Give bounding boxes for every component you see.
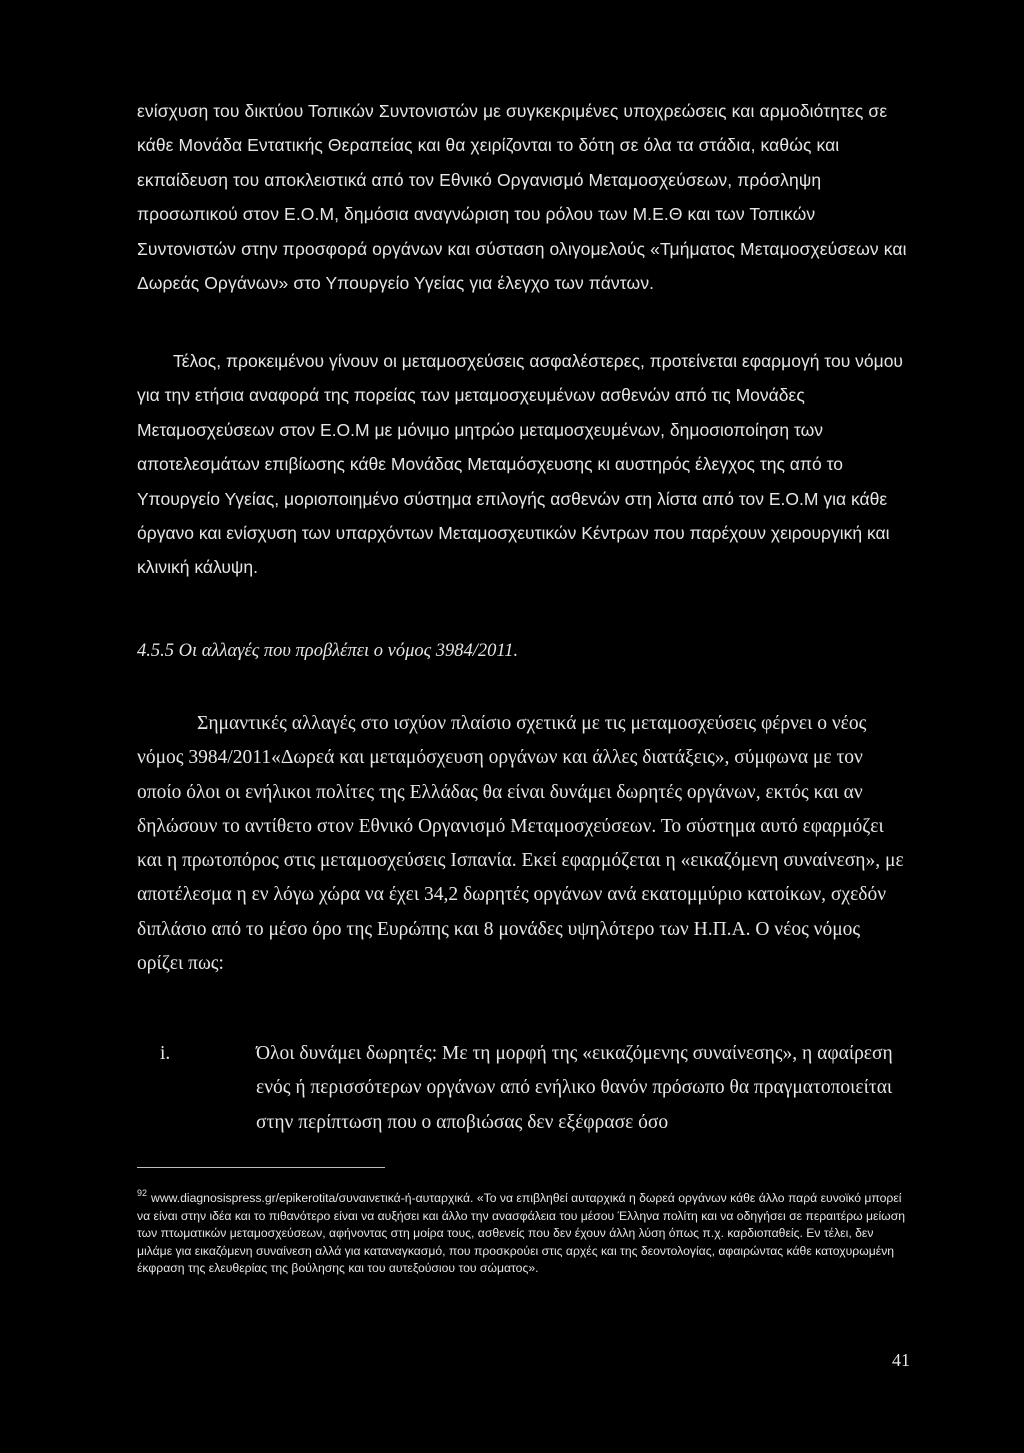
footnote-text: www.diagnosispress.gr/epikerotita/συναινετικά-ή-αυταρχικά. «Το να επιβληθεί αυταρχικά η δωρεά οργάνων κάθε άλλο παρά ευνοϊκό μπορεί να είναι στην ιδέα και το πιθανότερο είναι να αυξήσει και άλλο την ανασφάλεια του μέσου Έλληνα πολίτη και να οδηγήσει σε περαιτέρω μείωση των πτωματικών μεταμοσχεύσεων, αφήνοντας στη μοίρα τους, ασθενείς που δεν έχουν άλλη λύση όπως π.χ. καρδιοπαθείς. Εν τέλει, δεν μιλάμε για εικαζόμενη συναίνεση αλλά για καταναγκασμό, που προσκρούει στις αρχές και της δεοντολογίας, αφαιρώντας κάθε κατοχυρωμένη έκφραση της ελευθερίας της βούλησης και του αυτεξούσιου του σώματος». (137, 1191, 906, 1275)
footnote-marker: 92 (137, 1188, 148, 1198)
footnote-separator (137, 1167, 385, 1168)
list-item-text: Όλοι δυνάμει δωρητές: Με τη μορφή της «εικαζόμενης συναίνεσης», η αφαίρεση ενός ή περισσότερων οργάνων από ενήλικο θανόν πρόσωπο θα πραγματοποιείται στην περίπτωση που ο αποβιώσας δεν εξέφρασε όσο (256, 1043, 893, 1133)
list-item-number: i. (160, 1043, 171, 1064)
paragraph-1: ενίσχυση του δικτύου Τοπικών Συντονιστών με συγκεκριμένες υποχρεώσεις και αρμοδιότητες σε κάθε Μονάδα Εντατικής Θεραπείας και θα χειρίζονται το δότη σε όλα τα στάδια, καθώς και εκπαίδευση του αποκλειστικά από τον Εθνικό Οργανισμό Μεταμοσχεύσεων, πρόσληψη προσωπικού στον Ε.Ο.Μ, δημόσια αναγνώριση του ρόλου των Μ.Ε.Θ και των Τοπικών Συντονιστών στην προσφορά οργάνων και σύσταση ολιγομελούς «Τμήματος Μεταμοσχεύσεων και Δωρεάς Οργάνων» στο Υπουργείο Υγείας για έλεγχο των πάντων. (137, 101, 907, 294)
paragraph-3: Σημαντικές αλλαγές στο ισχύον πλαίσιο σχετικά με τις μεταμοσχεύσεις φέρνει ο νέος νόμος 3984/2011«Δωρεά και μεταμόσχευση οργάνων και άλλες διατάξεις», σύμφωνα με τον οποίο όλοι οι ενήλικοι πολίτες της Ελλάδας θα είναι δυνάμει δωρητές οργάνων, εκτός και αν δηλώσουν το αντίθετο στον Εθνικό Οργανισμό Μεταμοσχεύσεων. Το σύστημα αυτό εφαρμόζει και η πρωτοπόρος στις μεταμοσχεύσεις Ισπανία. Εκεί εφαρμόζεται η «εικαζόμενη συναίνεση», με αποτέλεσμα η εν λόγω χώρα να έχει 34,2 δωρητές οργάνων ανά εκατομμύριο κατοίκων, σχεδόν διπλάσιο από το μέσο όρο της Ευρώπης και 8 μονάδες υψηλότερο των Η.Π.Α. Ο νέος νόμος ορίζει πως: (137, 713, 904, 975)
page-number: 41 (892, 1350, 910, 1370)
footnote (137, 1185, 907, 1278)
paragraph-2: Τέλος, προκειμένου γίνουν οι μεταμοσχεύσεις ασφαλέστερες, προτείνεται εφαρμογή του νόμου για την ετήσια αναφορά της πορείας των μεταμοσχευμένων ασθενών από τις Μονάδες Μεταμοσχεύσεων στον Ε.Ο.Μ με μόνιμο μητρώο μεταμοσχευμένων, δημοσιοποίηση των αποτελεσμάτων επιβίωσης κάθε Μονάδας Μεταμόσχευσης κι αυστηρός έλεγχος της από το Υπουργείο Υγείας, μοριοποιημένο σύστημα επιλογής ασθενών στη λίστα από τον Ε.Ο.Μ για κάθε όργανο και ενίσχυση των υπαρχόντων Μεταμοσχευτικών Κέντρων που παρέχουν χειρουργική και κλινική κάλυψη. (137, 351, 904, 578)
section-heading: 4.5.5 Οι αλλαγές που προβλέπει ο νόμος 3984/2011. (137, 641, 519, 661)
